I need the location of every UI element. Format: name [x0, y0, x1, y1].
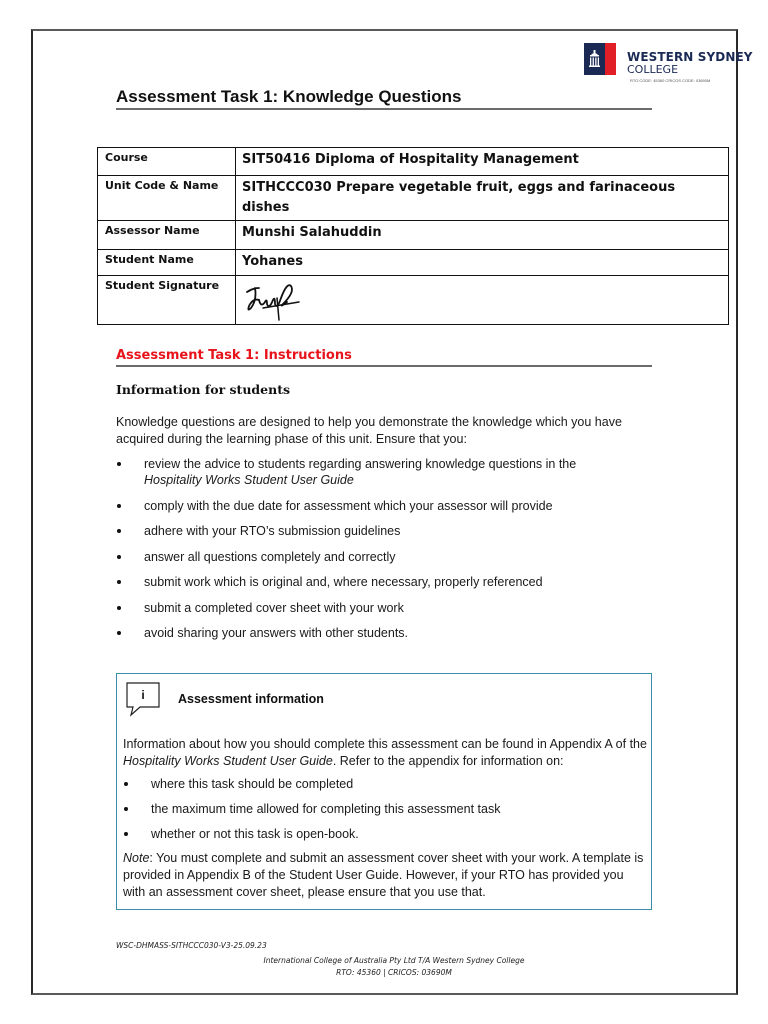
logo-mark	[584, 43, 616, 75]
list-item: whether or not this task is open-book.	[123, 826, 649, 842]
assessor-value: Munshi Salahuddin	[236, 221, 729, 250]
list-item: submit work which is original and, where necessary, properly referenced	[116, 574, 656, 590]
college-logo	[584, 43, 764, 89]
building-icon	[588, 50, 601, 68]
assessment-information-list	[123, 776, 649, 851]
svg-text:i: i	[141, 688, 145, 702]
guide-title: Hospitality Works Student User Guide	[144, 473, 354, 487]
info-for-students-heading: Information for students	[116, 382, 291, 397]
assessment-information-title: Assessment information	[178, 692, 324, 706]
signature-cell	[236, 276, 729, 325]
list-item: answer all questions completely and correctly	[116, 549, 656, 565]
table-row-assessor	[98, 221, 729, 250]
list-item: submit a completed cover sheet with your work	[116, 600, 656, 616]
guide-title: Hospitality Works Student User Guide	[123, 754, 333, 768]
document-code: WSC-DHMASS-SITHCCC030-V3-25.09.23	[116, 941, 267, 950]
footer-rto: RTO: 45360 | CRICOS: 03690M	[336, 968, 452, 977]
title-divider	[116, 108, 652, 110]
bullet-icon	[117, 631, 121, 635]
unit-label: Unit Code & Name	[98, 176, 236, 221]
page-title: Assessment Task 1: Knowledge Questions	[116, 87, 462, 106]
course-value: SIT50416 Diploma of Hospitality Management	[236, 148, 729, 176]
instructions-divider	[116, 365, 652, 367]
list-item: where this task should be completed	[123, 776, 649, 792]
list-item: comply with the due date for assessment which your assessor will provide	[116, 498, 656, 514]
logo-name-line1: WESTERN SYDNEY	[627, 50, 753, 64]
bullet-icon	[124, 782, 128, 786]
info-speech-bubble-icon	[126, 682, 162, 718]
list-item: avoid sharing your answers with other students.	[116, 625, 656, 641]
list-item: the maximum time allowed for completing this assessment task	[123, 801, 649, 817]
instructions-heading: Assessment Task 1: Instructions	[116, 348, 352, 363]
instructions-intro: Knowledge questions are designed to help you demonstrate the knowledge which you have acquired during the learning phase of this unit. Ensure that you:	[116, 415, 622, 446]
table-row-student	[98, 250, 729, 276]
footer-company: International College of Australia Pty Ltd T/A Western Sydney College	[263, 956, 525, 965]
table-row-unit	[98, 176, 729, 221]
table-row-signature	[98, 276, 729, 325]
student-label: Student Name	[98, 250, 236, 276]
student-value: Yohanes	[236, 250, 729, 276]
bullet-icon	[124, 832, 128, 836]
bullet-icon	[117, 555, 121, 559]
assessor-label: Assessor Name	[98, 221, 236, 250]
assessment-information-note: Note: You must complete and submit an assessment cover sheet with your work. A template is provided in Appendix B of the Student User Guide. However, if your RTO has provided you with an assessment cover sheet, please ensure that you use that.	[123, 851, 644, 899]
bullet-icon	[124, 807, 128, 811]
bullet-icon	[117, 529, 121, 533]
signature-label: Student Signature	[98, 276, 236, 325]
bullet-icon	[117, 580, 121, 584]
assessment-information-box	[116, 673, 652, 910]
table-row-course	[98, 148, 729, 176]
assessment-details-table	[97, 147, 729, 325]
logo-code-line: RTO CODE: 45360 CRICOS CODE: 03690M	[630, 78, 711, 83]
logo-name-line2: COLLEGE	[627, 63, 679, 76]
instructions-list	[116, 456, 656, 651]
bullet-icon	[117, 462, 121, 466]
bullet-icon	[117, 606, 121, 610]
course-label: Course	[98, 148, 236, 176]
signature-image	[243, 278, 303, 322]
unit-value: SITHCCC030 Prepare vegetable fruit, eggs and farinaceous dishes	[236, 176, 729, 221]
assessment-information-intro: Information about how you should complete this assessment can be found in Appendix A of the Hospitality Works Student User Guide. Refer to the appendix for information on:	[123, 737, 647, 768]
list-item: adhere with your RTO’s submission guidelines	[116, 523, 656, 539]
list-item: review the advice to students regarding answering knowledge questions in the Hospitality Works Student User Guide	[116, 456, 656, 488]
bullet-icon	[117, 504, 121, 508]
